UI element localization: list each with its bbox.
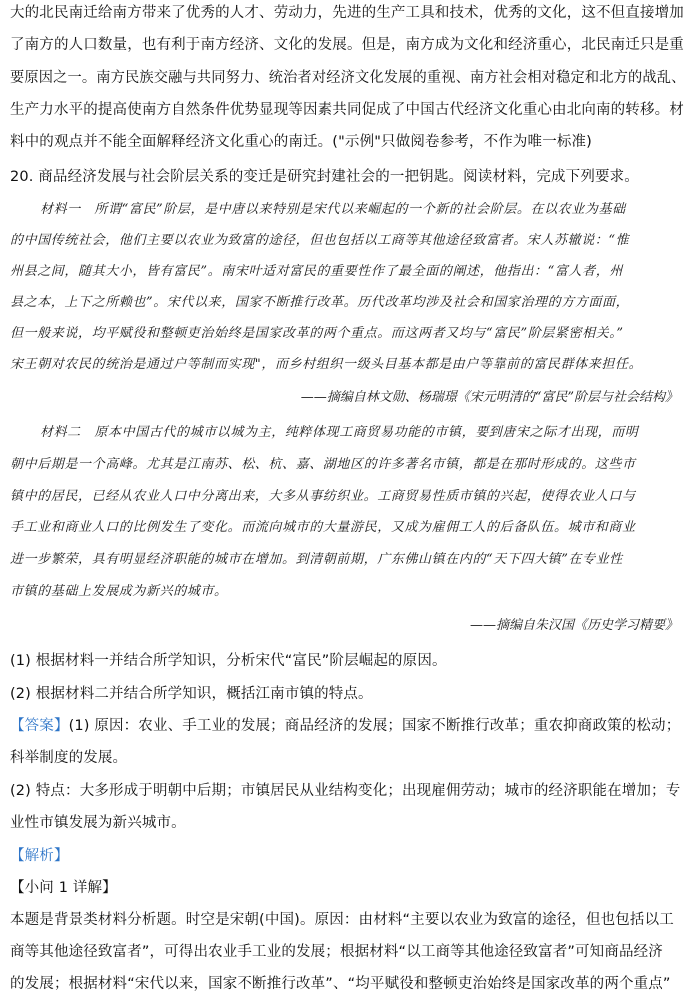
detail-line: 本题是背景类材料分析题。时空是宋朝(中国)。原因：由材料“主要以农业为致富的途径，但也包括以工 bbox=[10, 912, 674, 928]
material1-source: ——摘编自林文勋、杨瑞璟《宋元明清的“富民”阶层与社会结构》 bbox=[300, 390, 678, 405]
intro-line: 生产力水平的提高使南方自然条件优势显现等因素共同促成了中国古代经济文化重心由北向南的转移。材 bbox=[10, 102, 684, 118]
material2-line: 市镇的基础上发展成为新兴的城市。 bbox=[10, 584, 228, 599]
material1-line: 材料一 所谓“富民”阶层，是中唐以来特别是宋代以来崛起的一个新的社会阶层。在以农业为基础 bbox=[40, 202, 626, 217]
subquestion-1: (1) 根据材料一并结合所学知识，分析宋代“富民”阶层崛起的原因。 bbox=[10, 653, 447, 669]
material1-line: 县之本，上下之所赖也”。宋代以来，国家不断推行改革。历代改革均涉及社会和国家治理的方方面面， bbox=[10, 295, 630, 310]
answer-line: (2) 特点：大多形成于明朝中后期；市镇居民从业结构变化；出现雇佣劳动；城市的经济职能在增加；专 bbox=[10, 783, 681, 799]
material1-line: 州县之间，随其大小，皆有富民”。南宋叶适对富民的重要性作了最全面的阐述，他指出：“富人者，州 bbox=[10, 264, 623, 279]
question-stem: 20. 商品经济发展与社会阶层关系的变迁是研究封建社会的一把钥匙。阅读材料，完成下列要求。 bbox=[10, 169, 639, 185]
material2-source: ——摘编自朱汉国《历史学习精要》 bbox=[469, 618, 678, 633]
answer-tag: 【答案】 bbox=[10, 718, 69, 734]
material2-line: 镇中的居民，已经从农业人口中分离出来，大多从事纺织业。工商贸易性质市镇的兴起，使得农业人口与 bbox=[10, 489, 636, 504]
analysis-tag: 【解析】 bbox=[10, 848, 69, 864]
material1-line: 宋王朝对农民的统治是通过户等制而实现"，而乡村组织一级头目基本都是由户等靠前的富民群体来担任。 bbox=[10, 357, 643, 372]
material2-line: 朝中后期是一个高峰。尤其是江南苏、松、杭、嘉、湖地区的许多著名市镇，都是在那时形成的。这些市 bbox=[10, 457, 636, 472]
material2-line: 手工业和商业人口的比例发生了变化。而流向城市的大量游民，又成为雇佣工人的后备队伍。城市和商业 bbox=[10, 520, 636, 535]
material1-line: 的中国传统社会，他们主要以农业为致富的途径，但也包括以工商等其他途径致富者。宋人苏辙说：“惟 bbox=[10, 233, 630, 248]
detail-line: 商等其他途径致富者”，可得出农业手工业的发展；根据材料“以工商等其他途径致富者”可知商品经济 bbox=[10, 944, 663, 960]
answer-line: 科举制度的发展。 bbox=[10, 750, 128, 766]
answer-1-text: (1) 原因：农业、手工业的发展；商品经济的发展；国家不断推行改革；重农抑商政策的松动； bbox=[68, 718, 681, 734]
material2-line: 材料二 原本中国古代的城市以城为主，纯粹体现工商贸易功能的市镇，要到唐宋之际才出现，而明 bbox=[40, 425, 639, 440]
detail-line: 的发展；根据材料“宋代以来，国家不断推行改革”、“均平赋役和整顿吏治始终是国家改革的两个重点” bbox=[10, 976, 671, 992]
intro-line: 要原因之一。南方民族交融与共同努力、统治者对经济文化发展的重视、南方社会相对稳定和北方的战乱、 bbox=[10, 70, 686, 86]
detail-tag: 【小问 1 详解】 bbox=[10, 880, 117, 896]
intro-line: 料中的观点并不能全面解释经济文化重心的南迁。("示例"只做阅卷参考，不作为唯一标准) bbox=[10, 134, 592, 150]
intro-line: 大的北民南迁给南方带来了优秀的人才、劳动力，先进的生产工具和技术，优秀的文化，这不但直接增加 bbox=[10, 5, 684, 21]
material2-line: 进一步繁荣，具有明显经济职能的城市在增加。到清朝前期，广东佛山镇在内的“天下四大镇”在专业性 bbox=[10, 552, 623, 567]
subquestion-2: (2) 根据材料二并结合所学知识，概括江南市镇的特点。 bbox=[10, 686, 373, 702]
answer-line: 业性市镇发展为新兴城市。 bbox=[10, 815, 186, 831]
intro-line: 了南方的人口数量，也有利于南方经济、文化的发展。但是，南方成为文化和经济重心，北民南迁只是重 bbox=[10, 37, 684, 53]
answer-line bbox=[10, 716, 680, 736]
material1-line: 但一般来说，均平赋役和整顿吏治始终是国家改革的两个重点。而这两者又均与“富民”阶层紧密相关。” bbox=[10, 326, 624, 341]
